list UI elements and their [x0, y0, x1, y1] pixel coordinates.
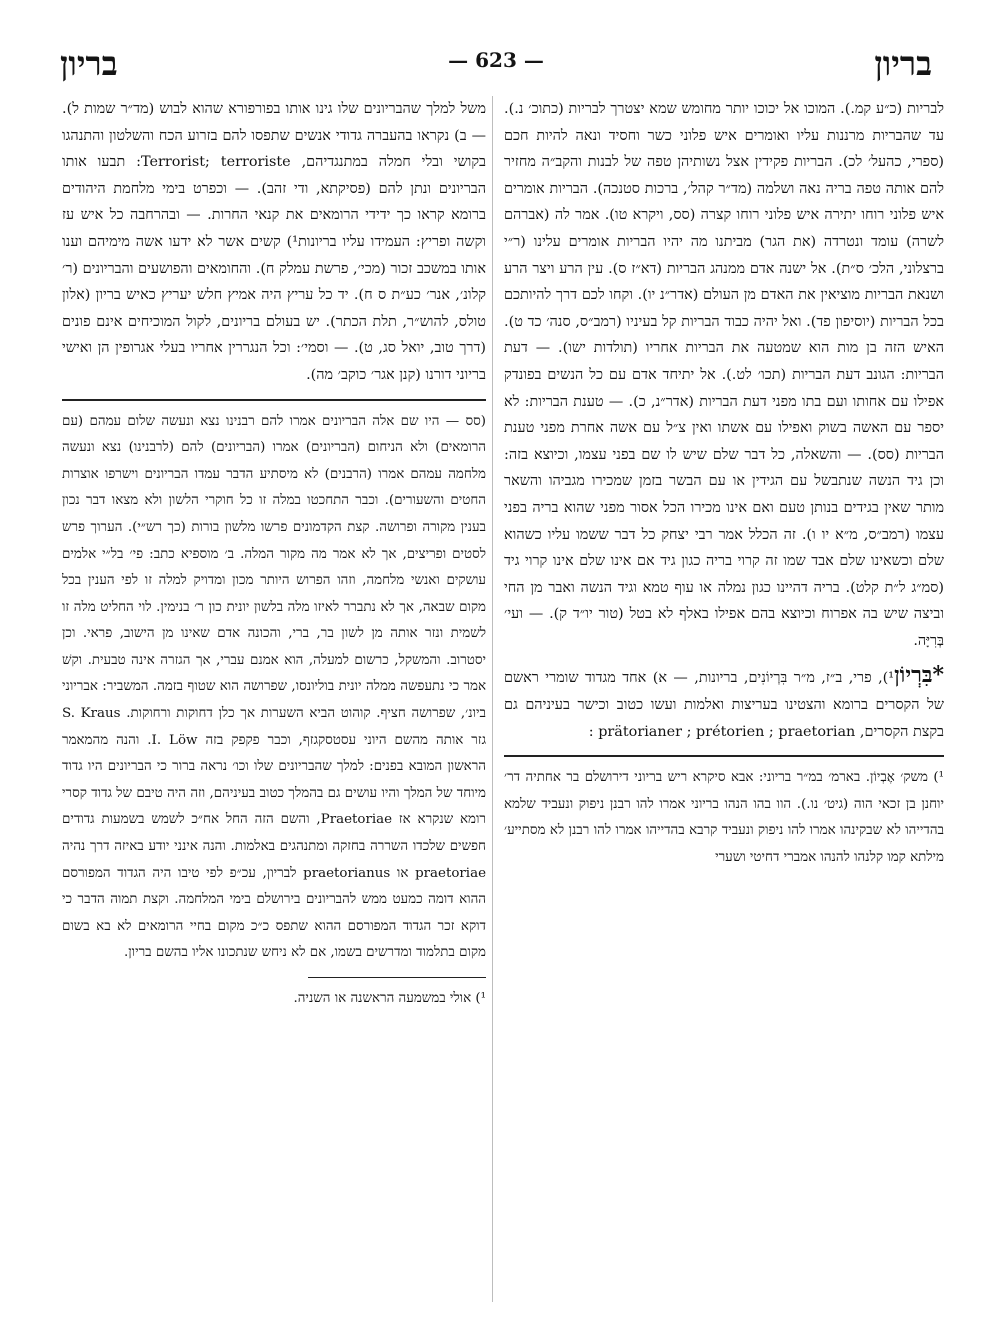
page-header: [60, 38, 932, 86]
footnote-rule: [504, 755, 944, 757]
notes-rule: [62, 399, 486, 401]
right-column-text: לבריות (כ״ע קמ.). המוכו אל יכוכו יותר מחומש שמא יצטרך לבריות (כתוכ׳ נ.). עד שהבריות מרננות עליו ואומרים איש פלוני כשר וחסיד ונאה להיות חכם (ספרי, כהעל׳ לכ). הבריות פקידין אצל נשותיהן טפה של לבנות והקב״ה מחזיר להם אותה טפה בריה נאה ושלמה (מד״ר קהל׳, ברכות סטנכה). הבריות אומרים איש פלוני רוחו יתירה איש פלוני רוחו קצרה (סס, ויקרא טו). אמר לה (אברהם לשרה) עומד ונטרדה (את הגר) מביתנו מה יהיו הבריות אומרים עלינו (ר״י ברצלוני, הלכ׳ ס״ת). אל ישנה אדם ממנהג הבריות (דא״ז ס). עין הרע ויצר הרע ושנאת הבריות מוציאין את האדם מן העולם (אדר״נ יו). וקחו לכם דרך להיותכם בכל הבריות (יוסיפון פד). ואל יהיה כבוד הבריות קל בעיניו (רמב״ס, סנה׳ כד ט). האיש הזה בן מות הוא שמטעה את הבריות אחריו (תולדות ישו). — דעת הבריות: הגונב דעת הבריות (תכו׳ לט.). אל יתיחד אדם עם כל הנשים בפונדק אפילו עם אחותו ועם בתו מפני דעת הבריות (אדר״נ, כ). — טענת הבריות: לא יספר עם האשה בשוק ואפילו עם אשתו ואין צ״ל עם אשה אחרת מפני טענת הבריות (סס). — והשאלה, כל דבר שלם שיש לו שם בפני עצמו, וכיוצא בזה: וכן גיד הנשה שנתבשל עם הגידין או עם הבשר בזמן שמכירו מגביהו והשאר מותר שאין בגידים בנותן טעם ואם אינו מכירו הכל אסור מפני שהוא בריה בפני עצמו (רמב״ס, מ״א יו ו). זה הכלל אמר רבי יצחק כל דבר ששמו עליו כשהוא שלם וכשאינו שלם אבד שמו זה קרוי בריה כגון גיד אם אינו שלם אינו קרוי גיד (סמ״ג ל״ת קלט). בריה דהיינו כגון נמלה או עוף טמא וגיד הנשה ואבר מן החי וביצה שיש בה אפרוח וכיוצא בהם אפילו באלף לא בטל (טור יו״ד ק). — ועי׳ בְּרִיָּה.: [504, 101, 944, 649]
entry-definition: ¹), פרי, ב״ז, מ״ר בִּרְיוֹנִים, בריונות, — א) אחד מגדוד שומרי ראשם של הקסרים ברומא והצטינו בעריצות ואלמות ועשו כטוב וכישר בעיניהם גם בקצת הקסרים, prätorianer ; prétorien ; praetorian :: [504, 670, 944, 740]
running-head-right: בריון: [874, 44, 932, 83]
left-notes: (סס — היו שם אלה הבריונים אמרו להם רבנינו נצא ונעשה שלום עמהם (עם הרומאים) ולא הניחום (הבריונים) אמרו (הבריונים) להם (לרבנינו) נצא ונעשה מלחמה עמהם אמרו (הרבנים) לא מיסתיע הדבר עמדו הבריונים וישרפו אוצרות החטים והשעורים). וכבר התחכטו במלה זו כל חוקרי הלשון ולא מצאו דבר נכון בענין מקורה ופרושה. קצת הקדמונים פרשו מלשון בורות (כך רש״י). הערוך פרש לסטים ופריצים, אך לא אמר מה מקור המלה. ב׳ מוספיא כתב: פי׳ בל״י אלמים עושקים ואנשי מלחמה, וזהו הפרוש היותר מכון ומדויק למלה זו לפי הענין בכל מקום שבאה, אך לא נתברר לאיזו מלה בלשון יונית כון ר׳ בנימין. לוי החליט מלה זו לשמית ונזר אותה מן לשון בר, ברי, והכונה אדם שאינו מן הישוב, פראי. וכן יסטרוב. והמשקל, כרשום למעלה, הוא אמנם עברי, אך הגזרה אינה טבעית. וקשׁ אמר כי נתעפשה ממלה יונית בוליונסו, שפרושה הוא שטוף בזמה. המשביר: אבריוני ביונ׳, שפרושה חציף. קוהוט הביא השערות אך כלן דחוקות ורחוקות. S. Kraus גזר אותה מהשם היוני עסטסקגזף, וכבר פקפק בזה I. Löw. והנה מהמאמר הראשון המובא בפנים: למלך שהבריונים שלו וכו׳ נראה ברור כי הבריונים היו גדוד מיוחד של המלך והיו עושים גם בהמלך כטוב בעיניהם, וזה היה טיבם של גדוד קסרי רומא שנקרא אז Praetoriae, והשם הזה החל אח״כ לשמש בשמעות גדודים חפשים שלכדו השררה בחזקה ומתנהגים באלמות. והנה אינני יודע באיזה דרך נהיה praetoriae או praetorianus לבריון, עכ״פ לפי טיבו היה הגדוד המפורסם ההוא דומה כמעט ממש להבריונים בירושלם בימי המלחמה. וקצת תמוה הדבר כי דוקא זכר הגדוד המפורסם ההוא שתפס כ״כ מקום בחיי הרומאים לא בא בשום מקום בתלמוד ומדרשים בשמו, אם לא ניחש שנתכונו אליו בהשם בריון.: [62, 413, 486, 961]
column-divider: [492, 96, 493, 1302]
left-column: [62, 96, 486, 1302]
left-column-text: משל למלך שהבריונים שלו גינו אותו בפורפורא שהוא לבוש (מד״ר שמות ל). — ב) נקראו בהעברה גדודי אנשים שתפסו להם בזרוע הכח והשלטון והתנהגו בקושי ובלי חמלה במתנגדיהם, Terrorist; terroriste: תבעו אותו הבריונים ונתן להם (פסיקתא, ודי זהב). — וכפרט בימי מלחמת היהודים ברומא קראו כך ידידי הרומאים את קנאי החרות. — ובהרחבה כל איש עז וקשה ופריץ: העמידו עליו בריונות¹) קשים אשר לא ידעו אשה מימיהם וענו אותו במשכב זכור (מכי׳, פרשת עמלק ח). והחומאים והפושעים והבריונים (ר׳ קלונ׳, אנר׳ כע״ת ס ח). יד כל עריץ היה אמיץ חלש יעריץ כאיש בריון (אלון טולס, להוש״ר, תלת הכתר). יש בעולם בריונים, לקול המוכיחים אינם פונים (דרך טוב, יואל סג, ט). — וסמי׳: וכל הנגררין אחריו בעלי אגרופין הן ואישי בריוני דורנו (קנן אגר׳ כוקב׳ מה).: [62, 101, 486, 383]
page-number: — 623 —: [448, 48, 544, 72]
right-column: [504, 96, 944, 1302]
entry-headword: *בִּרְיוֹן: [894, 662, 944, 689]
left-footnote: ¹) אולי במשמעה הראשנה או השניה.: [293, 991, 486, 1006]
right-footnote: ¹) משק׳ אֶבְיוֹן. בארמ׳ במ״ר בריוני: אבא סיקרא ריש בריוני דירושלם בר אחתיה דר׳ יוחנן בן זכאי הוה (גיט׳ נו.). הוו בהו הנהו בריוני אמרו להו רבנן ניפוק ונעביד שלמא בהדייהו לא שבקינהו אמרו להו ניפוק ונעביד קרבא בהדייהו אמרו להו רבנן לא מסתייע׳ מילתא קמו קלנהו להנהו אמברי דחיטי ושערי: [504, 770, 944, 866]
running-head-left: בריון: [60, 44, 118, 83]
entry-beriyon: [504, 662, 944, 745]
footnote-rule-left: [308, 977, 486, 978]
